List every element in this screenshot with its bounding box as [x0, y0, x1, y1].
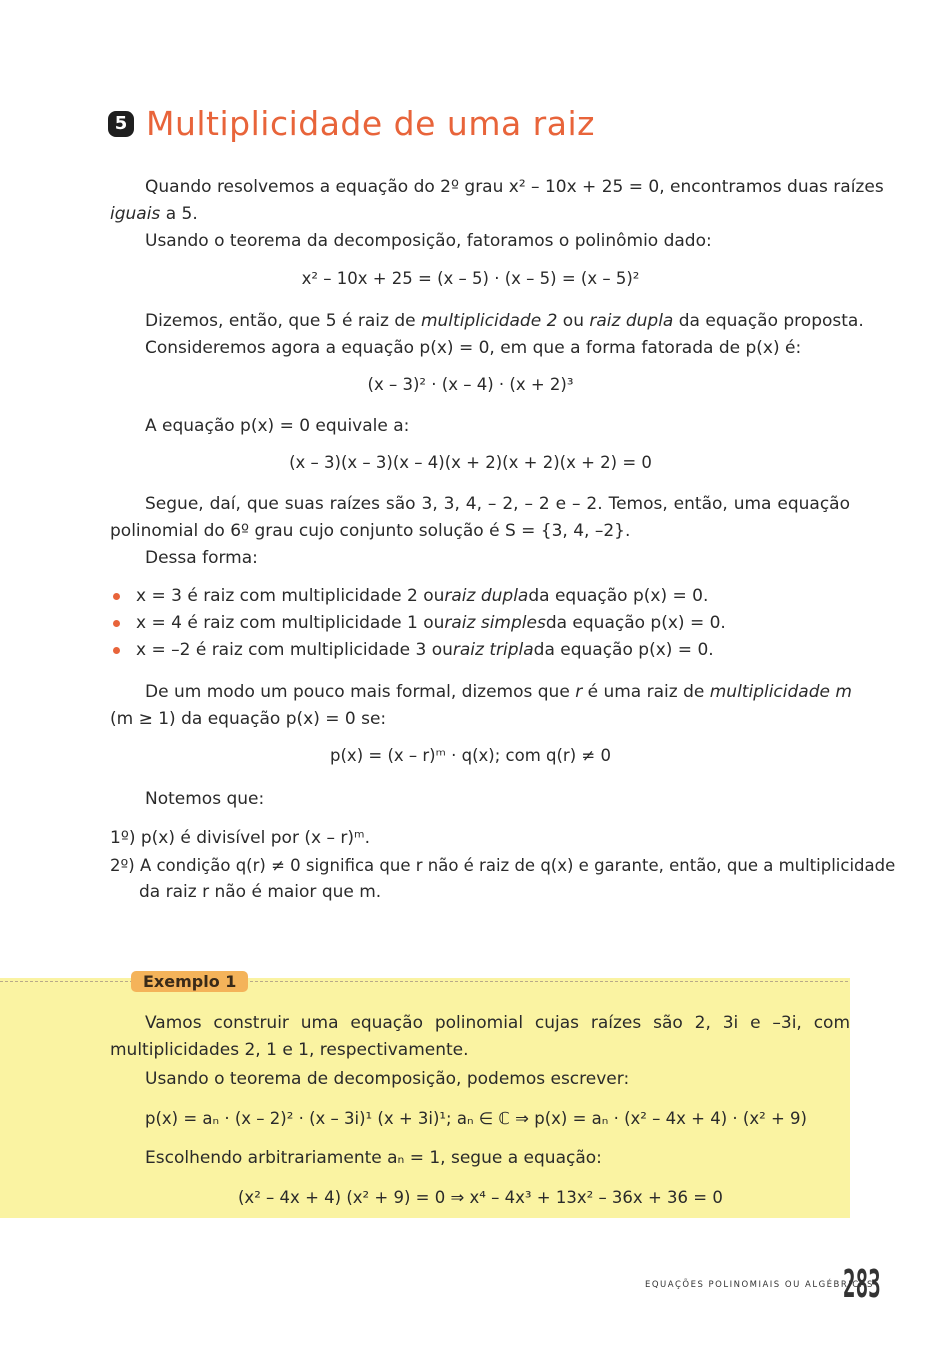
italic-var-r: r [575, 682, 583, 702]
paragraph-5: A equação p(x) = 0 equivale a: [145, 416, 410, 436]
italic-term-iguais: iguais [110, 204, 161, 224]
italic-term-multiplicidade-m: multiplicidade m [709, 682, 852, 702]
list-item [113, 613, 726, 633]
paragraph-1-continued [110, 201, 198, 228]
example-paragraph-2: Usando o teorema de decomposição, podemos escrever: [145, 1069, 630, 1089]
bullet-icon [113, 593, 120, 600]
section-number-badge: 5 [108, 111, 134, 137]
paragraph-3 [145, 308, 864, 335]
note-2-continued: da raiz r não é maior que m. [139, 882, 382, 902]
text: ou [557, 311, 590, 331]
text: da equação proposta. [673, 311, 864, 331]
italic-term-raiz-dupla: raiz dupla [589, 311, 674, 331]
text: x = 3 é raiz com multiplicidade 2 ou [136, 586, 445, 606]
paragraph-8 [145, 679, 852, 706]
example-paragraph-3: Escolhendo arbitrariamente aₙ = 1, segue a equação: [145, 1148, 602, 1168]
example-equation-2: (x² – 4x + 4) (x² + 9) = 0 ⇒ x⁴ – 4x³ + 13x² – 36x + 36 = 0 [238, 1188, 723, 1207]
text: da equação p(x) = 0. [528, 586, 709, 606]
italic-term-multiplicidade: multiplicidade 2 [420, 311, 558, 331]
list-item [113, 640, 714, 660]
equation-3: (x – 3)(x – 3)(x – 4)(x + 2)(x + 2)(x + 2) = 0 [289, 453, 652, 472]
equation-2: (x – 3)² · (x – 4) · (x + 2)³ [367, 375, 574, 394]
example-paragraph-1: Vamos construir uma equação polinomial cujas raízes são 2, 3i e –3i, com multiplicidades 2, 1 e 1, respectivamente. [110, 1013, 850, 1060]
example-divider [0, 981, 848, 982]
note-2: 2º) A condição q(r) ≠ 0 significa que r não é raiz de q(x) e garante, então, que a multiplicidade [110, 856, 896, 875]
italic-term: raiz dupla [444, 586, 529, 606]
example-equation-1: p(x) = aₙ · (x – 2)² · (x – 3i)¹ (x + 3i)¹; aₙ ∈ ℂ ⇒ p(x) = aₙ · (x² – 4x + 4) · (x² + 9) [145, 1109, 807, 1128]
note-1: 1º) p(x) é divisível por (x – r)ᵐ. [110, 828, 370, 848]
section-title: Multiplicidade de uma raiz [146, 104, 595, 143]
section-heading [108, 104, 595, 143]
paragraph-9: Notemos que: [145, 789, 265, 809]
bullet-icon [113, 620, 120, 627]
text: x = 4 é raiz com multiplicidade 1 ou [136, 613, 445, 633]
paragraph-1: Quando resolvemos a equação do 2º grau x² – 10x + 25 = 0, encontramos duas raízes [145, 177, 884, 197]
paragraph-2: Usando o teorema da decomposição, fatoramos o polinômio dado: [145, 231, 712, 251]
text: da equação p(x) = 0. [545, 613, 726, 633]
paragraph-8-continued: (m ≥ 1) da equação p(x) = 0 se: [110, 709, 387, 729]
text: x = –2 é raiz com multiplicidade 3 ou [136, 640, 453, 660]
paragraph-1-end: a 5. [160, 204, 198, 224]
text: Dizemos, então, que 5 é raiz de [145, 311, 421, 331]
equation-4: p(x) = (x – r)ᵐ · q(x); com q(r) ≠ 0 [330, 746, 611, 765]
bullet-icon [113, 647, 120, 654]
text: da equação p(x) = 0. [533, 640, 714, 660]
equation-1: x² – 10x + 25 = (x – 5) · (x – 5) = (x – 5)² [301, 269, 640, 288]
page-number: 283 [843, 1262, 881, 1306]
italic-term: raiz tripla [452, 640, 534, 660]
chapter-footer: EQUAÇÕES POLINOMIAIS OU ALGÉBRICAS [645, 1280, 874, 1290]
text: é uma raiz de [582, 682, 710, 702]
paragraph-7: Dessa forma: [145, 548, 258, 568]
paragraph-4: Consideremos agora a equação p(x) = 0, em que a forma fatorada de p(x) é: [145, 338, 802, 358]
example-tag: Exemplo 1 [131, 971, 248, 992]
italic-term: raiz simples [444, 613, 546, 633]
paragraph-6: Segue, daí, que suas raízes são 3, 3, 4, – 2, – 2 e – 2. Temos, então, uma equação polinomial do 6º grau cujo conjunto solução é S = {3, 4, –2}. [110, 494, 850, 541]
text: De um modo um pouco mais formal, dizemos que [145, 682, 576, 702]
list-item [113, 586, 708, 606]
